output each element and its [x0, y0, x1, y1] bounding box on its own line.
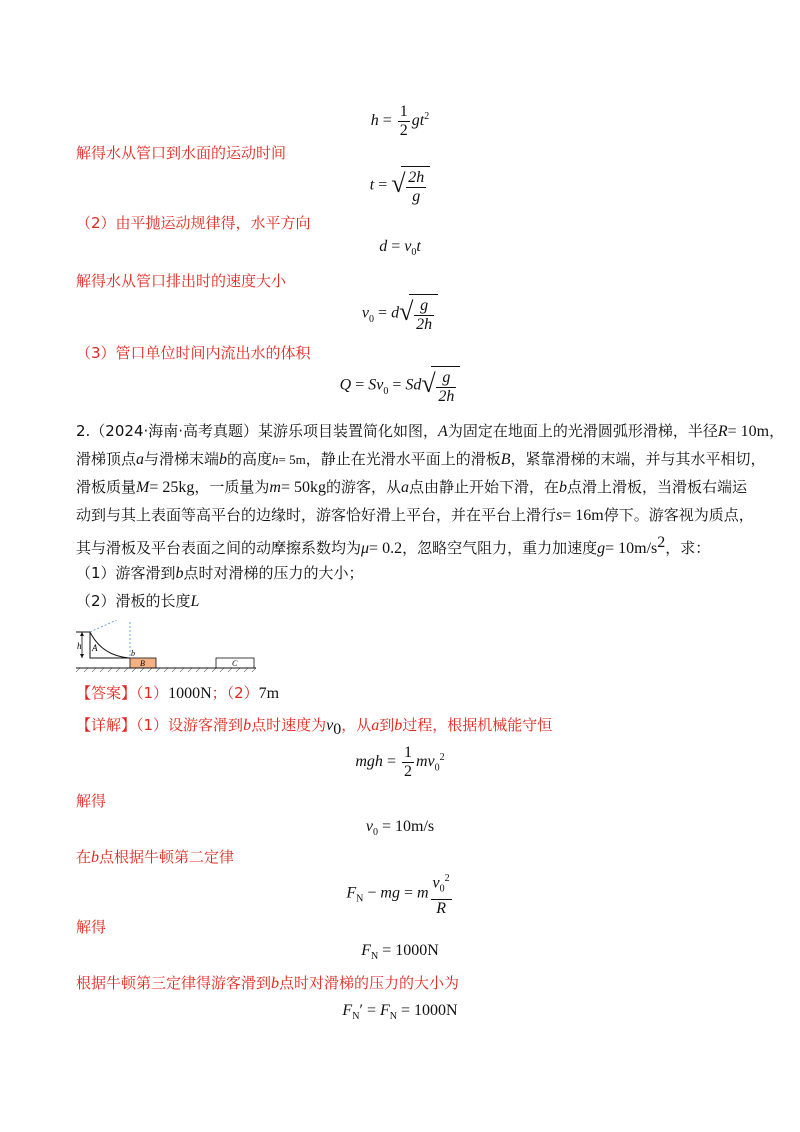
- part3-text: （3）管口单位时间内流出水的体积: [76, 344, 311, 362]
- label-B: B: [140, 659, 145, 668]
- solve1-text: 解得: [76, 792, 107, 810]
- radius-line-top: [90, 620, 130, 632]
- equation-d: $d = v_0t$: [379, 238, 421, 259]
- newton3-text: 根据牛顿第三定律得游客滑到b点时对滑梯的压力的大小为: [76, 974, 460, 992]
- equation-t: t = √ $\frac{2h}{g}$: [0, 166, 800, 206]
- equation-Q: $Q = Sv_0 = Sd$ √ $\frac{g}{2h}$: [0, 366, 800, 406]
- equation-h: h = $\frac{1}{2}$ $gt^2$: [370, 103, 430, 139]
- solve-speed-text: 解得水从管口排出时的速度大小: [76, 272, 287, 290]
- q2-line3: 滑板质量M= 25kg，一质量为m= 50kg的游客，从a点由静止开始下滑，在b点滑上滑板，当滑板右端运: [76, 478, 748, 496]
- solve2-text: 解得: [76, 918, 107, 936]
- label-b: b: [131, 649, 135, 658]
- detail-line: 【详解】（1）设游客滑到b点时速度为$v_0$，从a到b过程，根据机械能守恒: [76, 716, 553, 738]
- q2-sub1: （1）游客滑到b点时对滑梯的压力的大小；: [76, 564, 364, 582]
- label-A: A: [92, 643, 98, 653]
- q2-line5: 其与滑板及平台表面之间的动摩擦系数均为μ= 0.2，忽略空气阻力，重力加速度$g= 10m/s^2$，求：: [76, 534, 711, 557]
- label-C: C: [232, 659, 238, 668]
- ground-hatch: [76, 668, 256, 672]
- equation-FN-prime: $F_N' = F_N = 1000N$: [342, 1002, 458, 1023]
- answer-line: 【答案】（1）1000N；（2）7m: [76, 684, 280, 702]
- newton2-text: 在b点根据牛顿第二定律: [76, 848, 235, 866]
- slide-diagram: [76, 620, 256, 674]
- equation-mgh: mgh = $\frac{1}{2}$ $mv_0^2$: [355, 744, 445, 780]
- solve-time-text: 解得水从管口到水面的运动时间: [76, 144, 287, 162]
- equation-FN: $F_N$ − mg = m $\frac{v_0^2}{R}$: [0, 870, 800, 918]
- q2-sub2: （2）滑板的长度L: [76, 592, 200, 610]
- equation-FN-value: $F_N = 1000N$: [361, 942, 439, 963]
- height-arrow-head-top: [80, 632, 84, 636]
- label-h: h: [77, 641, 82, 651]
- q2-line1: 2.（2024·海南·高考真题）某游乐项目装置简化如图，A为固定在地面上的光滑圆弧形滑梯，半径R= 10m，: [76, 422, 785, 440]
- equation-v0-value: $v_0 = 10m/s$: [365, 818, 435, 839]
- q2-line4: 动到与其上表面等高平台的边缘时，游客恰好滑上平台，并在平台上滑行s= 16m停下。游客视为质点，: [76, 506, 754, 524]
- equation-v0: $v_0 = d$ √ $\frac{g}{2h}$: [0, 294, 800, 334]
- height-arrow-head-bottom: [80, 654, 84, 658]
- part2-text: （2）由平抛运动规律得，水平方向: [76, 214, 311, 232]
- q2-line2: 滑梯顶点a与滑梯末端b的高度h= 5m，静止在光滑水平面上的滑板B，紧靠滑梯的末端，并与其水平相切，: [76, 450, 766, 468]
